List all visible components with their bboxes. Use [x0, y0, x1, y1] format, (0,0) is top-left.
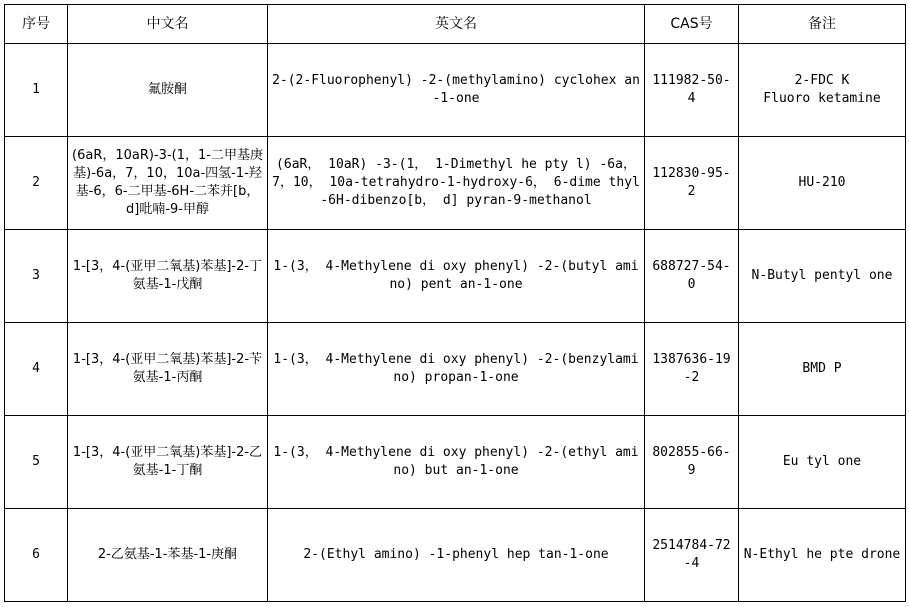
chinese-name-cell: (6aR，10aR)-3-(1，1-二甲基庚基)-6a，7，10，10a-四氢-1-羟基-6，6-二甲基-6H-二苯并[b，d]吡喃-9-甲醇	[68, 137, 268, 230]
note-cell	[739, 230, 906, 323]
table-row	[5, 416, 906, 509]
note-line: HU-210	[798, 175, 846, 190]
row-index: 3	[5, 230, 68, 323]
chinese-name-cell: 2-乙氨基-1-苯基-1-庚酮	[68, 509, 268, 602]
note-line: Fluoro ketamine	[763, 91, 881, 106]
header-index: 序号	[5, 5, 68, 44]
note-line: 2-FDC K	[794, 73, 850, 88]
row-index: 6	[5, 509, 68, 602]
table-row	[5, 509, 906, 602]
cas-number-cell: 688727-54-0	[645, 230, 739, 323]
header-english-name: 英文名	[268, 5, 645, 44]
cas-number-cell: 111982-50-4	[645, 44, 739, 137]
english-name-cell: 2-(2-Fluorophenyl) -2-(methylamino) cyclohex an-1-one	[268, 44, 645, 137]
note-cell	[739, 44, 906, 137]
english-name-cell: 2-(Ethyl amino) -1-phenyl hep tan-1-one	[268, 509, 645, 602]
note-cell	[739, 137, 906, 230]
substance-table	[4, 4, 906, 602]
header-cas-number: CAS号	[645, 5, 739, 44]
table-row	[5, 44, 906, 137]
note-line: BMD P	[802, 361, 842, 376]
english-name-cell: 1-(3， 4-Methylene di oxy phenyl) -2-(benzylamino) propan-1-one	[268, 323, 645, 416]
english-name-cell: (6aR， 10aR) -3-(1， 1-Dimethyl he pty l) -6a， 7，10， 10a-tetrahydro-1-hydroxy-6， 6-dime thyl-6H-dibenzo[b， d] pyran-9-methanol	[268, 137, 645, 230]
table-row	[5, 230, 906, 323]
cas-number-cell: 802855-66-9	[645, 416, 739, 509]
chinese-name-cell: 1-[3，4-(亚甲二氧基)苯基]-2-丁氨基-1-戊酮	[68, 230, 268, 323]
table-row	[5, 323, 906, 416]
cas-number-cell: 112830-95-2	[645, 137, 739, 230]
english-name-cell: 1-(3， 4-Methylene di oxy phenyl) -2-(butyl amino) pent an-1-one	[268, 230, 645, 323]
row-index: 4	[5, 323, 68, 416]
note-cell	[739, 323, 906, 416]
note-cell	[739, 509, 906, 602]
chinese-name-cell: 氟胺酮	[68, 44, 268, 137]
row-index: 1	[5, 44, 68, 137]
row-index: 2	[5, 137, 68, 230]
header-row	[5, 5, 906, 44]
header-note: 备注	[739, 5, 906, 44]
cas-number-cell: 1387636-19-2	[645, 323, 739, 416]
english-name-cell: 1-(3， 4-Methylene di oxy phenyl) -2-(ethyl amino) but an-1-one	[268, 416, 645, 509]
chinese-name-cell: 1-[3，4-(亚甲二氧基)苯基]-2-乙氨基-1-丁酮	[68, 416, 268, 509]
cas-number-cell: 2514784-72-4	[645, 509, 739, 602]
note-cell	[739, 416, 906, 509]
header-chinese-name: 中文名	[68, 5, 268, 44]
chinese-name-cell: 1-[3，4-(亚甲二氧基)苯基]-2-苄氨基-1-丙酮	[68, 323, 268, 416]
table-row	[5, 137, 906, 230]
note-line: N-Ethyl he pte drone	[743, 547, 901, 562]
note-line: Eu tyl one	[782, 454, 862, 469]
row-index: 5	[5, 416, 68, 509]
note-line: N-Butyl pentyl one	[751, 268, 893, 283]
